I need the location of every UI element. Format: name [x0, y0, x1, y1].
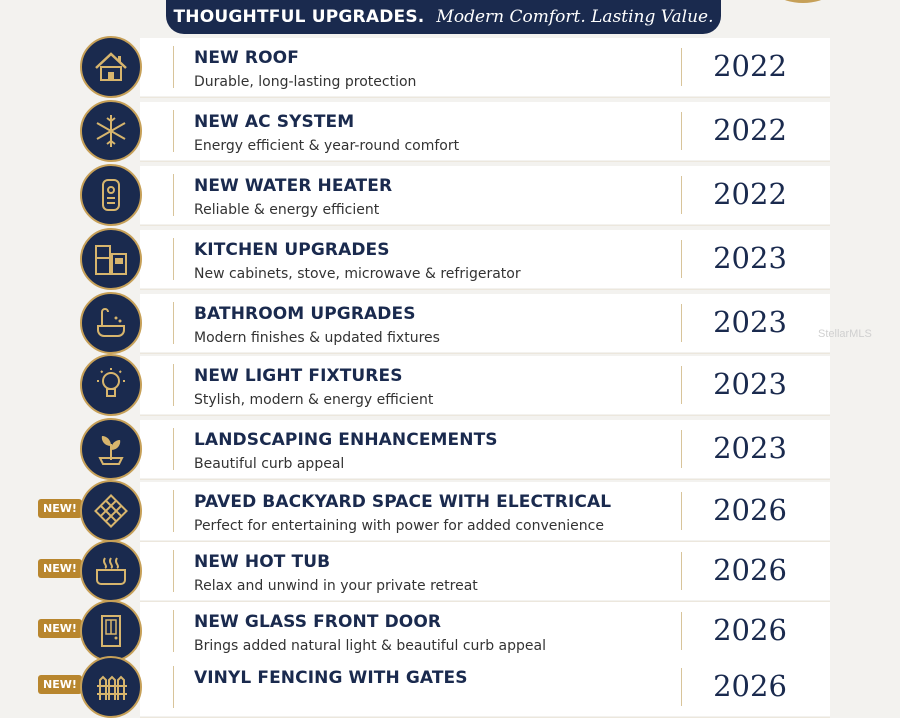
paver-icon: [80, 480, 142, 542]
upgrade-row: [0, 480, 900, 542]
upgrade-year: 2026: [713, 493, 787, 527]
divider: [681, 304, 682, 342]
upgrade-row: [0, 164, 900, 226]
upgrade-description: Stylish, modern & energy efficient: [194, 392, 434, 408]
upgrade-year: 2022: [713, 113, 787, 147]
divider: [173, 46, 174, 88]
upgrade-title: KITCHEN UPGRADES: [194, 240, 390, 260]
upgrade-description: Modern finishes & updated fixtures: [194, 330, 440, 346]
new-badge: NEW!: [38, 499, 82, 518]
upgrade-row: [0, 656, 900, 718]
divider: [681, 668, 682, 706]
water-heater-icon: [80, 164, 142, 226]
upgrade-year: 2023: [713, 241, 787, 275]
banner-tagline: Modern Comfort. Lasting Value.: [436, 7, 714, 27]
new-badge: NEW!: [38, 619, 82, 638]
divider: [173, 550, 174, 592]
divider: [173, 610, 174, 652]
upgrade-row: [0, 36, 900, 98]
upgrade-title: NEW WATER HEATER: [194, 176, 393, 196]
divider: [173, 666, 174, 708]
upgrade-title: BATHROOM UPGRADES: [194, 304, 416, 324]
divider: [681, 48, 682, 86]
hot-tub-icon: [80, 540, 142, 602]
divider: [681, 240, 682, 278]
upgrade-row: [0, 292, 900, 354]
upgrade-description: New cabinets, stove, microwave & refrigerator: [194, 266, 521, 282]
upgrade-description: Energy efficient & year-round comfort: [194, 138, 460, 154]
plant-icon: [80, 418, 142, 480]
upgrade-title: NEW GLASS FRONT DOOR: [194, 612, 442, 632]
light-bulb-icon: [80, 354, 142, 416]
door-icon: [80, 600, 142, 662]
new-badge: NEW!: [38, 559, 82, 578]
row-separator: [140, 289, 830, 290]
new-badge: NEW!: [38, 675, 82, 694]
divider: [681, 176, 682, 214]
upgrade-row: [0, 228, 900, 290]
upgrade-row: [0, 100, 900, 162]
upgrade-year: 2023: [713, 367, 787, 401]
upgrade-year: 2022: [713, 49, 787, 83]
row-separator: [140, 225, 830, 226]
divider: [173, 174, 174, 216]
roof-icon: [80, 36, 142, 98]
upgrade-title: NEW AC SYSTEM: [194, 112, 355, 132]
upgrade-row: [0, 418, 900, 480]
upgrade-description: Beautiful curb appeal: [194, 456, 345, 472]
upgrade-year: 2022: [713, 177, 787, 211]
upgrade-title: LANDSCAPING ENHANCEMENTS: [194, 430, 498, 450]
row-separator: [140, 97, 830, 98]
divider: [681, 112, 682, 150]
upgrade-title: VINYL FENCING WITH GATES: [194, 668, 468, 688]
upgrade-row: [0, 600, 900, 662]
divider: [681, 492, 682, 530]
divider: [681, 552, 682, 590]
upgrade-description: Reliable & energy efficient: [194, 202, 380, 218]
upgrade-year: 2026: [713, 613, 787, 647]
upgrade-description: Perfect for entertaining with power for added convenience: [194, 518, 604, 534]
divider: [173, 302, 174, 344]
upgrade-title: PAVED BACKYARD SPACE WITH ELECTRICAL: [194, 492, 612, 512]
upgrade-year: 2026: [713, 669, 787, 703]
bathroom-icon: [80, 292, 142, 354]
upgrade-title: NEW LIGHT FIXTURES: [194, 366, 403, 386]
fence-icon: [80, 656, 142, 718]
upgrade-year: 2023: [713, 305, 787, 339]
divider: [173, 490, 174, 532]
row-separator: [140, 161, 830, 162]
divider: [681, 366, 682, 404]
row-separator: [140, 415, 830, 416]
upgrade-description: Brings added natural light & beautiful curb appeal: [194, 638, 546, 654]
kitchen-icon: [80, 228, 142, 290]
divider: [681, 430, 682, 468]
upgrade-title: NEW HOT TUB: [194, 552, 331, 572]
upgrade-year: 2023: [713, 431, 787, 465]
divider: [173, 428, 174, 470]
upgrade-description: Durable, long-lasting protection: [194, 74, 417, 90]
upgrade-title: NEW ROOF: [194, 48, 299, 68]
upgrade-row: [0, 354, 900, 416]
upgrade-row: [0, 540, 900, 602]
banner-title: THOUGHTFUL UPGRADES.: [173, 7, 425, 27]
watermark: StellarMLS: [818, 328, 872, 340]
snowflake-icon: [80, 100, 142, 162]
divider: [173, 364, 174, 406]
upgrade-description: Relax and unwind in your private retreat: [194, 578, 478, 594]
divider: [173, 110, 174, 152]
divider: [681, 612, 682, 650]
upgrade-year: 2026: [713, 553, 787, 587]
divider: [173, 238, 174, 280]
